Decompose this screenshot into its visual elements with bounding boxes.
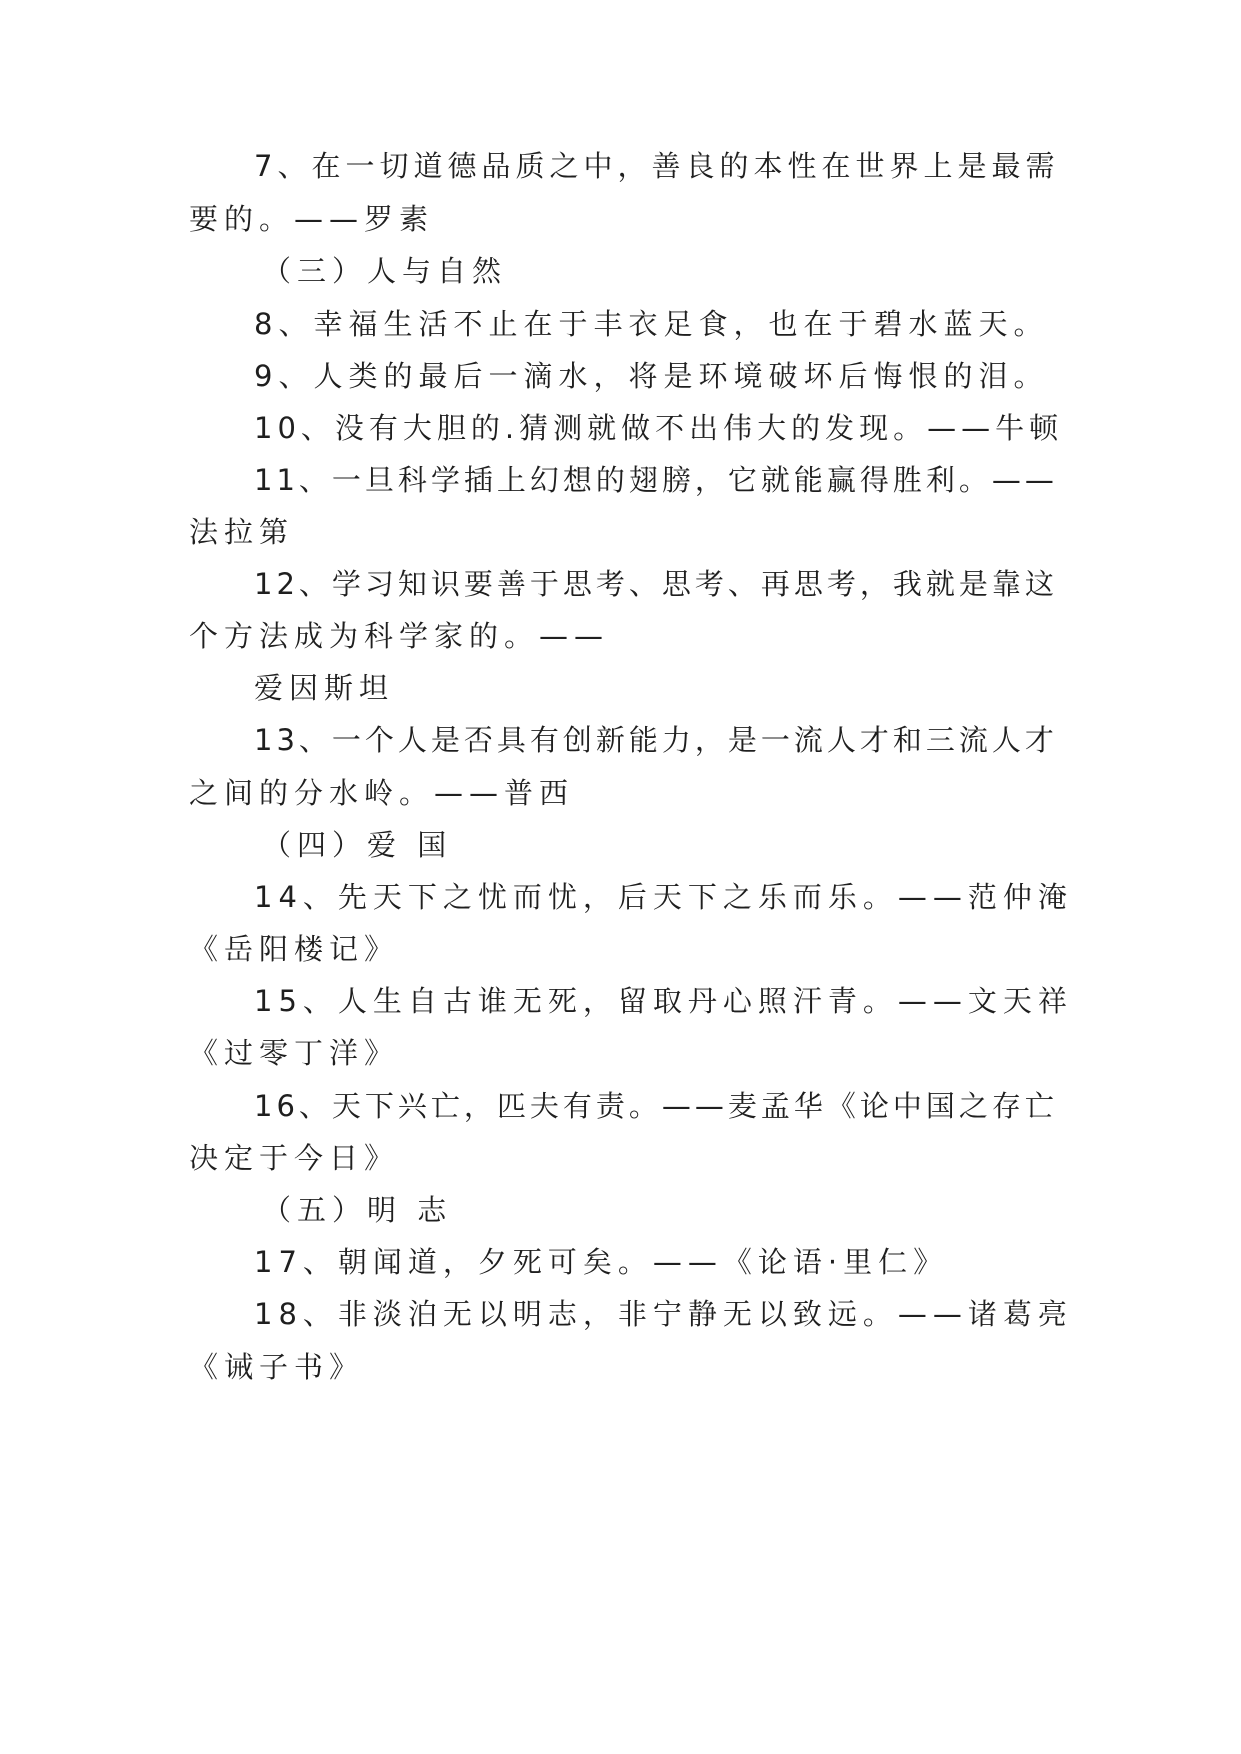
quote-15-line-2: 《过零丁洋》 <box>189 1036 400 1070</box>
quote-13-line-1: 13、一个人是否具有创新能力，是一流人才和三流人才 <box>254 723 1058 757</box>
quote-12-line-1: 12、学习知识要善于思考、思考、再思考，我就是靠这 <box>254 567 1058 601</box>
quote-14-line-2: 《岳阳楼记》 <box>189 932 400 966</box>
quote-12-line-2: 个方法成为科学家的。—— <box>189 619 610 653</box>
quote-16-line-1: 16、天下兴亡，匹夫有责。——麦孟华《论中国之存亡 <box>254 1089 1058 1123</box>
quote-9: 9、人类的最后一滴水，将是环境破坏后悔恨的泪。 <box>254 359 1049 393</box>
quote-10: 10、没有大胆的.猜测就做不出伟大的发现。——牛顿 <box>254 411 1064 445</box>
section-heading-3: （三）人与自然 <box>262 254 508 288</box>
quote-11-line-2: 法拉第 <box>189 515 295 549</box>
section-heading-5: （五）明 志 <box>262 1193 453 1227</box>
quote-8: 8、幸福生活不止在于丰衣足食，也在于碧水蓝天。 <box>254 307 1049 341</box>
quote-12-line-3: 爱因斯坦 <box>254 671 395 705</box>
quote-15-line-1: 15、人生自古谁无死，留取丹心照汗青。——文天祥 <box>254 984 1073 1018</box>
quote-11-line-1: 11、一旦科学插上幻想的翅膀，它就能赢得胜利。—— <box>254 463 1058 497</box>
quote-13-line-2: 之间的分水岭。——普西 <box>189 776 575 810</box>
quote-7-line-1: 7、在一切道德品质之中，善良的本性在世界上是最需 <box>254 149 1060 183</box>
section-heading-4: （四）爱 国 <box>262 828 453 862</box>
quote-17: 17、朝闻道，夕死可矣。——《论语·里仁》 <box>254 1245 949 1279</box>
quote-7-line-2: 要的。——罗素 <box>189 202 435 236</box>
quote-18-line-2: 《诫子书》 <box>189 1350 365 1384</box>
quote-18-line-1: 18、非淡泊无以明志，非宁静无以致远。——诸葛亮 <box>254 1297 1073 1331</box>
quote-14-line-1: 14、先天下之忧而忧，后天下之乐而乐。——范仲淹 <box>254 880 1073 914</box>
quote-16-line-2: 决定于今日》 <box>189 1141 400 1175</box>
